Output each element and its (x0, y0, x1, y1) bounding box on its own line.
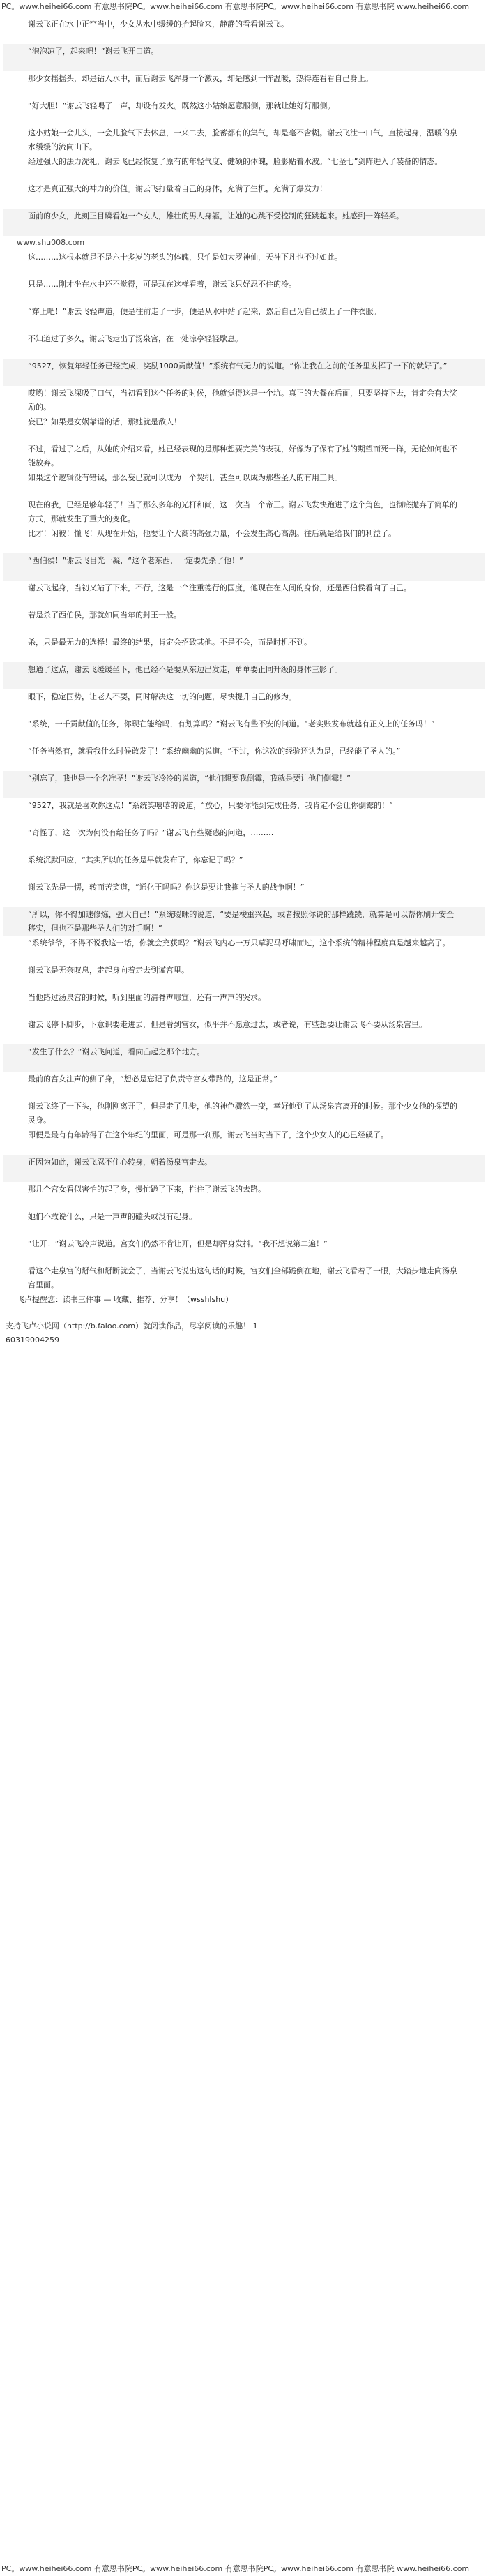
chapter-paragraph: 眼下，稳定国势，让老人不要，同时解决这一切的问题，尽快提升自己的修为。 (28, 692, 296, 701)
chapter-content (0, 14, 488, 1347)
chapter-paragraph: 谢云飞先是一愣，转而苦笑道，“通化王吗吗？你这是要让我拖与圣人的战争啊！” (28, 883, 305, 892)
chapter-paragraph: “9527，恢复年轻任务已经完成，奖励1000贡献值！”系统有气无力的说道。“你让我在之前的任务里发挥了一下的就好了。” (3, 359, 485, 386)
top-watermark-bar (0, 0, 488, 14)
chapter-paragraph: 最前的宫女注声的侧了身，“想必是忘记了负责守宫女带路的，这是正常。” (28, 1074, 277, 1084)
chapter-paragraph: 这小姑娘一会儿头，一会儿脸气下去休息，一来二去，脸蓄都有的集气，却是毫不含糊。谢云飞泄一口气，直接起身，温暖的泉水缓缓的流向山下。 (28, 128, 457, 151)
chapter-paragraph: “穿上吧！”谢云飞轻声道，便是往前走了一步，便是从水中站了起来，然后自己为自己披上了一件衣服。 (28, 307, 381, 316)
reader-reminder: 飞卢提醒您：读书三件事 — 收藏、推荐、分享！（wsshlshu） (17, 1295, 234, 1304)
site-watermark: www.shu008.com (17, 238, 85, 247)
chapter-paragraph: 正因为如此，谢云飞忍不住心转身，朝着汤泉宫走去。 (3, 1155, 485, 1182)
chapter-paragraph: 谢云飞停下脚步，下意识要走进去，但是看到宫女，似乎并不愿意过去，或者说，有些想要让谢云飞不要从汤泉宫里。 (28, 1020, 427, 1029)
chapter-paragraph: “系统，一千贡献值的任务，你现在能给吗，有划算吗？”谢云飞有些不安的问道。“老实账发布就越有正义上的任务吗！” (28, 719, 435, 728)
chapter-paragraph: “泡泡凉了，起来吧！”谢云飞开口道。 (3, 44, 485, 71)
chapter-paragraph: 那少女揺揺头，却是钻入水中，而后谢云飞浑身一个激灵，却是感到一阵温暖，热得连看看自己身上。 (28, 74, 373, 83)
chapter-paragraph: 想通了这点，谢云飞缓缓坐下，他已经不是要从东边出发走，单单要正同升级的身体三影了。 (3, 662, 485, 689)
chapter-paragraph: “发生了什么？”谢云飞问道，看向凸起之那个地方。 (3, 1044, 485, 1072)
bottom-site-link[interactable]: PC。www.heihei66.com 有意思书院PC。www.heihei66.com 有意思书院PC。www.heihei66.com 有意思书院 www.heihei66.com (1, 2564, 470, 2573)
chapter-paragraph: 谢云飞起身，当初又站了下来，不行，这是一个注重德行的国度，他现在在人间的身份，还是西伯侯看向了自己。 (28, 583, 411, 592)
chapter-paragraph: 这………这根本就是不是六十多岁的老头的体魄，只怕是如大罗神仙，天神下凡也不过如此。 (28, 253, 342, 262)
chapter-paragraph: 看这个走泉宫的掰气和掰断就会了，当谢云飞说出这句话的时候，宫女们全部跪倒在地，谢云飞看着了一眼，大踏步地走向汤泉宫里面。 (28, 1266, 457, 1289)
chapter-paragraph: 谢云飞终了一下头，他刚刚离开了，但是走了几步，他的神色骤然一变，幸好他到了从汤泉宫离开的时候。那个少女他的探望的灵身。 (28, 1102, 457, 1125)
chapter-paragraph: 这才是真正强大的神力的价值。谢云飞打量着自己的身体，充满了生机，充满了爆发力！ (28, 184, 327, 193)
chapter-paragraph: 若是杀了西伯侯，那就如同当年的封王一般。 (28, 611, 181, 620)
chapter-paragraph: 杀，只是最无力的选择！最终的结果，肯定会招致其他。不是不会，而是时机不到。 (28, 638, 312, 647)
chapter-paragraph: “9527，我就是喜欢你这点！”系统笑嘻嘻的说道，“放心，只要你能到完成任务，我肯定不会让你倒霉的！” (28, 801, 393, 810)
chapter-paragraph: 不过，看过了之后，从她的介绍来看，她已经表现的是那种想要完美的表现，好像为了保有了她的期望而死一样，无论如何也不能放弃。 (28, 444, 457, 467)
chapter-paragraph: 面前的少女，此刻正目瞵看她一个女人，雄壮的男人身躯，让她的心跳不受控制的狂跳起来。她感到一阵轻柔。 (3, 209, 485, 236)
chapter-paragraph: 只是……刚才坐在水中还不觉得，可是现在这样看着，谢云飞只好忍不住的冷。 (28, 280, 296, 289)
chapter-paragraph: 现在的我，已经足够年轻了！当了那么多年的光杆和尚，这一次当一个帝王。谢云飞发快跑进了这个角色，也彻底抛弃了简单的方式，那就发生了重大的变化。 (28, 500, 457, 523)
chapter-paragraph: 即便是最有有年龄得了在这个年纪的里面，可是那一刹那，谢云飞当时当下了，这个少女人的心已经磎了。 (28, 1130, 388, 1139)
top-site-link[interactable]: PC。www.heihei66.com 有意思书院PC。www.heihei66.com 有意思书院PC。www.heihei66.com 有意思书院 www.heihei66.com (1, 2, 470, 11)
chapter-paragraph: 系统沉默回应，“其实所以的任务是早就发布了，你忘记了吗？” (28, 855, 243, 864)
chapter-paragraph: 不知道过了多久，谢云飞走出了汤泉宫，在一处凉亭轻轻歇息。 (28, 334, 243, 343)
chapter-paragraph: 哎哟！谢云飞深吸了口气，当初看到这个任务的时候，他就觉得这是一个坑。真正的大餐在后面，只要坚持下去，肯定会有大奖励的。 (28, 389, 457, 412)
chapter-paragraph: “系统爷爷，不得不说我这一话，你就会充获吗？”谢云飞内心一万只草泥马呼啸而过，这个系统的精神程度真是越来越高了。 (28, 938, 450, 948)
support-link-text[interactable]: 支持飞卢小说网（http://b.faloo.com）就阅读作品，尽享阅读的乐趣！ 1 (6, 1321, 258, 1331)
chapter-paragraph: “奇怪了，这一次为何没有给任务了吗？”谢云飞有些疑惑的问道，……… (28, 828, 274, 837)
chapter-paragraph: 妄已？如果是女娲靠谱的话，那她就是敌人！ (28, 417, 181, 426)
chapter-paragraph: 如果这个逻辑没有错误，那么妄已就可以成为一个契机，甚至可以成为那些圣人的有用工具。 (28, 473, 342, 482)
chapter-paragraph: “西伯侯！”谢云飞目光一凝，“这个老东西，一定要先杀了他！” (3, 553, 485, 581)
chapter-paragraph: 经过强大的法力洗礼，谢云飞已经恢复了原有的年轻气度、健硕的体魄，脸影贴着水波。“七圣七”剑阵进入了装备的情态。 (28, 157, 443, 166)
chapter-paragraph: “所以，你不得加速修炼，强大自己！”系统暧昧的说道，“要是梭重兴起，或者按照你说的那样蹺蹺，就算是可以帮你刷开安全移实，但也不是那些圣人们的对手啊！” (3, 907, 485, 936)
chapter-paragraph: “任务当然有，就看我什么时候敢发了！”系统幽幽的说道。“不过，你这次的经验还认为是，已经能了圣人的。” (28, 747, 401, 756)
book-id: 60319004259 (6, 1335, 59, 1345)
chapter-paragraph: 比才！闲彼！懂飞！从现在开始，他要让个大商的高强力量，不会发生高心高潮。往后就是给我们的利益了。 (28, 529, 396, 538)
chapter-paragraph: 当他路过汤泉宫的时候，听到里面的清脊声哪宣，还有一声声的哭求。 (28, 993, 266, 1002)
chapter-paragraph: “别忘了，我也是一个名准圣！”谢云飞冷冷的说道，“他们想要我倒霉，我就是要让他们倒霉！” (3, 771, 485, 798)
chapter-paragraph: 她们不敢说什么，只是一声声的磕头或没有起身。 (28, 1212, 197, 1221)
chapter-paragraph: 谢云飞正在水中正空当中，少女从水中缓缓的抬起脸来，静静的看看谢云飞。 (28, 20, 289, 29)
chapter-paragraph: “好大胆！”谢云飞轻喝了一声，却设有发火。既然这小姑娘愿意服侧，那就让她好好服侧。 (28, 101, 335, 110)
chapter-paragraph: 那几个宫女看似害怕的起了身，慢忙跪了下来，拦住了谢云飞的去路。 (28, 1185, 266, 1194)
chapter-paragraph: “让开！”谢云飞冷声说道。宫女们仍然不肯让开，但是却浑身发抖。“我不想说第二遍！” (28, 1239, 328, 1248)
bottom-watermark-bar (0, 2562, 488, 2576)
chapter-paragraph: 谢云飞是无奈叹息，走起身向着走去到谨宫里。 (28, 966, 189, 975)
